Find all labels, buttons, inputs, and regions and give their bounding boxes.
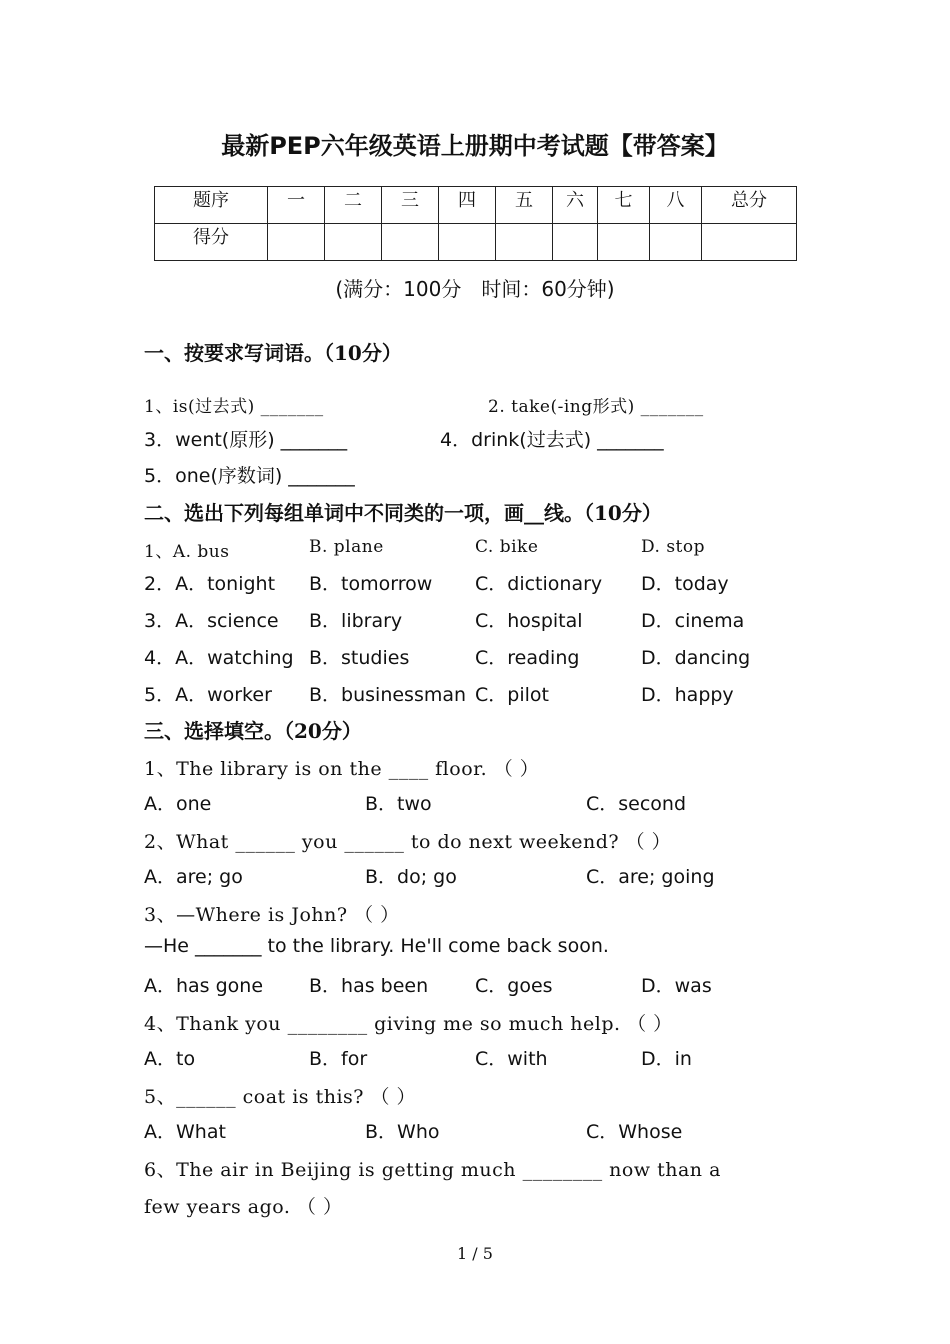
- score-table: [154, 186, 797, 261]
- option: C．reading: [475, 647, 580, 669]
- option: B．has been: [309, 975, 429, 997]
- score-input-cell[interactable]: [439, 224, 496, 261]
- section-1-heading: 一、按要求写词语。（10分）: [144, 341, 402, 365]
- score-input-cell[interactable]: [496, 224, 553, 261]
- score-cell: 五: [496, 187, 553, 224]
- section-3-heading: 三、选择填空。（20分）: [144, 719, 362, 743]
- option: D．happy: [641, 684, 734, 706]
- score-cell: 八: [650, 187, 702, 224]
- score-cell: 二: [325, 187, 382, 224]
- option: C. bike: [475, 537, 539, 557]
- option: C．hospital: [475, 610, 583, 632]
- option: 3．A．science: [144, 610, 279, 632]
- question-item: 4．drink(过去式) _______: [440, 429, 664, 451]
- option: 1、A. bus: [144, 542, 230, 562]
- score-cell: 六: [553, 187, 598, 224]
- option: C．are; going: [586, 866, 715, 888]
- question-item: 1、is(过去式) _______: [144, 397, 324, 417]
- exam-info: (满分：100分 时间：60分钟): [335, 277, 615, 301]
- option: B．Who: [365, 1121, 440, 1143]
- option: B．two: [365, 793, 432, 815]
- score-cell: 三: [382, 187, 439, 224]
- option: D．dancing: [641, 647, 751, 669]
- option: 4．A．watching: [144, 647, 294, 669]
- option: B．do; go: [365, 866, 457, 888]
- option: C．dictionary: [475, 573, 603, 595]
- option: D．cinema: [641, 610, 745, 632]
- option: 2．A．tonight: [144, 573, 276, 595]
- question-text: 5、______ coat is this? （ ）: [144, 1086, 417, 1108]
- option: B．studies: [309, 647, 410, 669]
- score-input-cell[interactable]: [268, 224, 325, 261]
- question-item: 3．went(原形) _______: [144, 429, 348, 451]
- score-table-header-row: [155, 187, 797, 224]
- question-item: 2. take(-ing形式) _______: [488, 397, 704, 417]
- option: A．one: [144, 793, 212, 815]
- score-cell: 一: [268, 187, 325, 224]
- question-text: 1、The library is on the ____ floor. （ ）: [144, 758, 540, 780]
- question-item: 5．one(序数词) _______: [144, 465, 355, 487]
- option: A．What: [144, 1121, 226, 1143]
- score-input-cell[interactable]: [598, 224, 650, 261]
- page-number: 1 / 5: [457, 1244, 493, 1263]
- score-cell: 题序: [155, 187, 268, 224]
- option: D．was: [641, 975, 712, 997]
- option: D．today: [641, 573, 729, 595]
- question-text: 3、—Where is John? （ ）: [144, 904, 400, 926]
- question-text: —He _______ to the library. He'll come back soon.: [144, 935, 609, 957]
- score-input-cell[interactable]: [650, 224, 702, 261]
- score-cell: 总分: [702, 187, 797, 224]
- score-input-cell[interactable]: [702, 224, 797, 261]
- option: C．Whose: [586, 1121, 683, 1143]
- option: 5．A．worker: [144, 684, 272, 706]
- option: C．with: [475, 1048, 548, 1070]
- question-text: 2、What ______ you ______ to do next weekend? （ ）: [144, 831, 672, 853]
- score-cell: 四: [439, 187, 496, 224]
- question-text: few years ago. （ ）: [144, 1196, 343, 1218]
- option: B．library: [309, 610, 403, 632]
- option: B．businessman: [309, 684, 467, 706]
- score-input-cell[interactable]: [553, 224, 598, 261]
- option: A．are; go: [144, 866, 243, 888]
- score-cell: 得分: [155, 224, 268, 261]
- option: A．has gone: [144, 975, 264, 997]
- option: B．for: [309, 1048, 368, 1070]
- option: C．goes: [475, 975, 553, 997]
- page-title: 最新PEP六年级英语上册期中考试题【带答案】: [221, 132, 729, 160]
- score-table-score-row: [155, 224, 797, 261]
- question-text: 6、The air in Beijing is getting much ________ now than a: [144, 1159, 721, 1181]
- option: D. stop: [641, 537, 706, 557]
- score-input-cell[interactable]: [325, 224, 382, 261]
- option: A．to: [144, 1048, 196, 1070]
- score-input-cell[interactable]: [382, 224, 439, 261]
- option: B．tomorrow: [309, 573, 433, 595]
- option: D．in: [641, 1048, 692, 1070]
- option: B. plane: [309, 537, 384, 557]
- option: C．pilot: [475, 684, 549, 706]
- section-2-heading: 二、选出下列每组单词中不同类的一项，画__线。（10分）: [144, 501, 662, 525]
- option: C．second: [586, 793, 687, 815]
- question-text: 4、Thank you ________ giving me so much help. （ ）: [144, 1013, 673, 1035]
- score-cell: 七: [598, 187, 650, 224]
